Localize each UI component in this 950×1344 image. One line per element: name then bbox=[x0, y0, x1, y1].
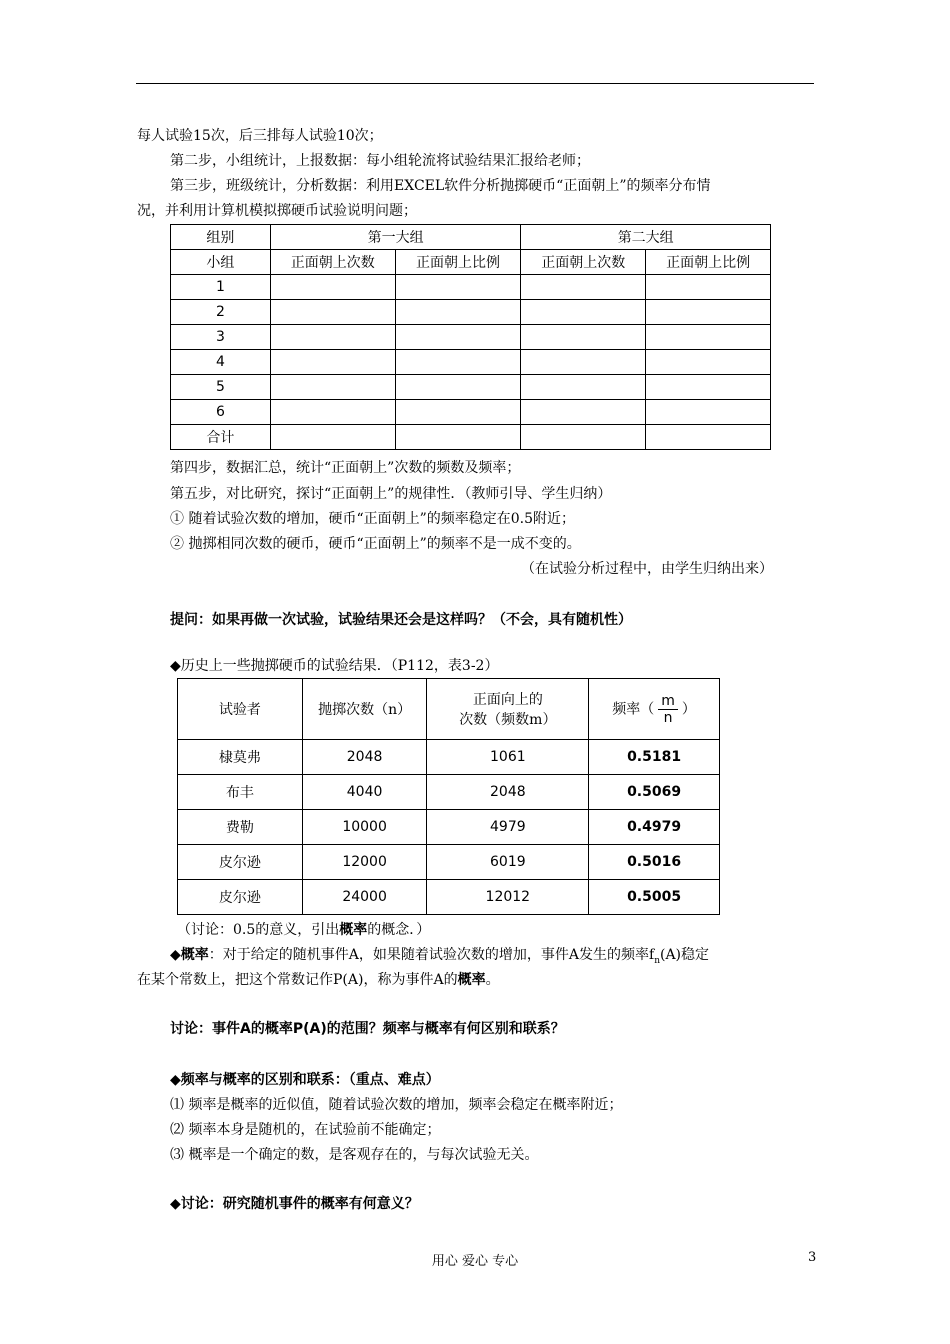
cell-n: 12000 bbox=[302, 845, 427, 880]
cell-person: 棣莫弗 bbox=[178, 740, 303, 775]
paragraph-1: 每人试验15次，后三排每人试验10次； bbox=[137, 128, 383, 144]
table-row bbox=[171, 425, 771, 450]
cell-n: 24000 bbox=[302, 880, 427, 915]
header-frequency bbox=[589, 679, 720, 740]
row-label: 2 bbox=[171, 300, 271, 325]
header-heads bbox=[427, 679, 589, 740]
history-title: ◆历史上一些抛掷硬币的试验结果．（P112，表3-2） bbox=[170, 658, 499, 674]
history-table bbox=[177, 678, 720, 915]
paragraph-step3-b: 况，并利用计算机模拟掷硬币试验说明问题； bbox=[137, 203, 417, 219]
cell-n: 10000 bbox=[302, 810, 427, 845]
header-ratio-2: 正面朝上比例 bbox=[646, 250, 771, 275]
cell-frequency: 0.5181 bbox=[589, 740, 720, 775]
difference-1: ⑴ 频率是概率的近似值，随着试验次数的增加，频率会稳定在概率附近； bbox=[170, 1097, 623, 1113]
paragraph-step5: 第五步，对比研究，探讨“正面朝上”的规律性．（教师引导、学生归纳） bbox=[170, 486, 612, 502]
page-number: 3 bbox=[808, 1250, 817, 1265]
row-label: 5 bbox=[171, 375, 271, 400]
header-count-1: 正面朝上次数 bbox=[270, 250, 395, 275]
cell-n: 4040 bbox=[302, 775, 427, 810]
definition-subscript: n bbox=[654, 955, 660, 966]
row-label-total: 合计 bbox=[171, 425, 271, 450]
cell-m: 12012 bbox=[427, 880, 589, 915]
table-row bbox=[178, 740, 720, 775]
row-label: 6 bbox=[171, 400, 271, 425]
table-row bbox=[171, 400, 771, 425]
probability-definition-line2 bbox=[137, 970, 500, 990]
discussion-text: （讨论：0.5的意义，引出 bbox=[177, 922, 340, 938]
table-row bbox=[171, 350, 771, 375]
note-students: （在试验分析过程中，由学生归纳出来） bbox=[521, 561, 773, 577]
cell-frequency: 0.5016 bbox=[589, 845, 720, 880]
fraction-numerator: m bbox=[658, 693, 678, 710]
cell-frequency: 0.4979 bbox=[589, 810, 720, 845]
header-rule bbox=[136, 83, 814, 84]
cell-m: 1061 bbox=[427, 740, 589, 775]
definition-text: ：对于给定的随机事件A，如果随着试验次数的增加，事件A发生的频率f bbox=[208, 947, 655, 963]
definition-text-b: (A)稳定 bbox=[659, 947, 710, 963]
header-frequency-label: 频率（ bbox=[612, 701, 655, 717]
conclusion-1: ① 随着试验次数的增加，硬币“正面朝上”的频率稳定在0.5附近； bbox=[170, 511, 576, 527]
cell-person: 布丰 bbox=[178, 775, 303, 810]
cell-frequency: 0.5069 bbox=[589, 775, 720, 810]
header-count-2: 正面朝上次数 bbox=[521, 250, 646, 275]
cell-m: 2048 bbox=[427, 775, 589, 810]
row-label: 4 bbox=[171, 350, 271, 375]
header-first-group: 第一大组 bbox=[270, 225, 521, 250]
difference-2: ⑵ 频率本身是随机的，在试验前不能确定； bbox=[170, 1122, 441, 1138]
header-experimenter: 试验者 bbox=[178, 679, 303, 740]
header-subgroup: 小组 bbox=[171, 250, 271, 275]
probability-definition-line1 bbox=[170, 945, 709, 971]
cell-n: 2048 bbox=[302, 740, 427, 775]
header-group: 组别 bbox=[171, 225, 271, 250]
cell-frequency: 0.5005 bbox=[589, 880, 720, 915]
header-frequency-close: ） bbox=[681, 701, 696, 717]
cell-m: 6019 bbox=[427, 845, 589, 880]
discussion-bold: 概率 bbox=[339, 922, 368, 938]
footer-slogan: 用心 爱心 专心 bbox=[431, 1254, 519, 1269]
cell-person: 费勒 bbox=[178, 810, 303, 845]
table-row bbox=[178, 845, 720, 880]
table-row bbox=[178, 880, 720, 915]
question-range: 讨论：事件A的概率P(A)的范围？频率与概率有何区别和联系？ bbox=[170, 1021, 565, 1037]
paragraph-step3-a: 第三步，班级统计，分析数据：利用EXCEL软件分析抛掷硬币“正面朝上”的频率分布情 bbox=[170, 178, 711, 194]
definition-label: ◆概率 bbox=[170, 947, 209, 963]
conclusion-2: ② 抛掷相同次数的硬币，硬币“正面朝上”的频率不是一成不变的。 bbox=[170, 536, 581, 552]
fraction-m-over-n bbox=[658, 693, 678, 726]
cell-person: 皮尔逊 bbox=[178, 880, 303, 915]
cell-m: 4979 bbox=[427, 810, 589, 845]
definition-bold: 概率 bbox=[457, 972, 486, 988]
cell-person: 皮尔逊 bbox=[178, 845, 303, 880]
paragraph-step4: 第四步，数据汇总，统计“正面朝上”次数的频数及频率； bbox=[170, 460, 521, 476]
discussion-meaning bbox=[177, 920, 430, 940]
header-heads-line1: 正面向上的 bbox=[472, 692, 543, 708]
question-significance: ◆讨论：研究随机事件的概率有何意义？ bbox=[170, 1196, 419, 1212]
question-repeat: 提问：如果再做一次试验，试验结果还会是这样吗？（不会，具有随机性） bbox=[170, 612, 632, 628]
definition-text-c: 在某个常数上，把这个常数记作P(A)，称为事件A的 bbox=[137, 972, 458, 988]
header-throws: 抛掷次数（n） bbox=[302, 679, 427, 740]
table-row bbox=[178, 775, 720, 810]
table-row bbox=[171, 375, 771, 400]
row-label: 1 bbox=[171, 275, 271, 300]
definition-end: 。 bbox=[485, 972, 500, 988]
row-label: 3 bbox=[171, 325, 271, 350]
header-second-group: 第二大组 bbox=[521, 225, 771, 250]
table-row bbox=[171, 300, 771, 325]
paragraph-step2: 第二步，小组统计，上报数据：每小组轮流将试验结果汇报给老师； bbox=[170, 153, 590, 169]
discussion-text-end: 的概念．） bbox=[367, 922, 431, 938]
table-row bbox=[171, 275, 771, 300]
group-stats-table bbox=[170, 224, 771, 450]
difference-3: ⑶ 概率是一个确定的数，是客观存在的，与每次试验无关。 bbox=[170, 1147, 539, 1163]
table-row bbox=[178, 810, 720, 845]
fraction-denominator: n bbox=[663, 709, 673, 726]
table-row bbox=[171, 325, 771, 350]
difference-title: ◆频率与概率的区别和联系：（重点、难点） bbox=[170, 1072, 440, 1088]
header-heads-line2: 次数（频数m） bbox=[459, 712, 557, 728]
header-ratio-1: 正面朝上比例 bbox=[395, 250, 521, 275]
